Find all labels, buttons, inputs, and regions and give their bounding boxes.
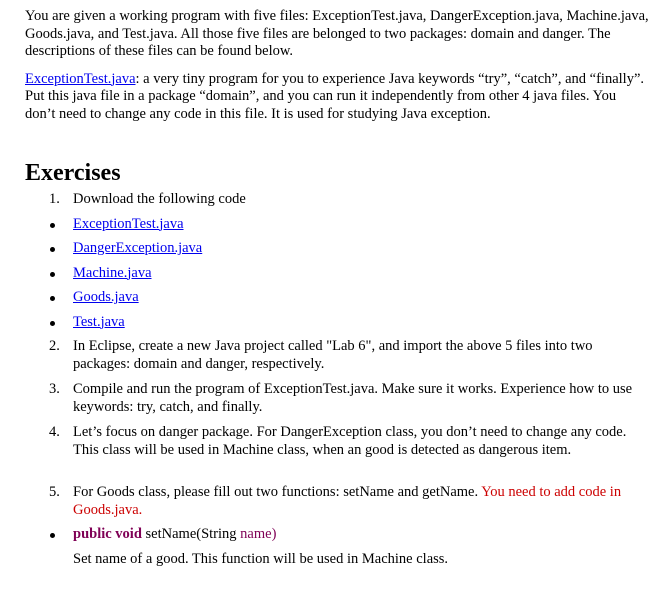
method-name: setName(String xyxy=(145,526,237,542)
step-2 xyxy=(25,338,649,373)
step-3-number: 3. xyxy=(49,381,60,397)
file-link-test[interactable]: Test.java xyxy=(73,313,125,330)
file-link-machine[interactable]: Machine.java xyxy=(73,264,152,281)
step-1 xyxy=(25,191,649,209)
bullet-icon xyxy=(50,272,55,277)
file-list-item xyxy=(25,314,649,332)
step-2-text: In Eclipse, create a new Java project called "Lab 6", and import the above 5 files into two packages: domain and danger, respectively. xyxy=(73,338,593,372)
method-description-text: Set name of a good. This function will be used in Machine class. xyxy=(73,550,449,567)
step-1-number: 1. xyxy=(49,191,60,207)
bullet-icon xyxy=(50,296,55,301)
bullet-icon xyxy=(50,247,55,252)
step-2-number: 2. xyxy=(49,338,60,354)
document-page xyxy=(25,8,649,568)
file-list-item xyxy=(25,289,649,307)
method-keywords: public void xyxy=(73,526,142,542)
file-link-goods[interactable]: Goods.java xyxy=(73,289,139,305)
method-signature xyxy=(25,526,649,544)
step-4-text: Let’s focus on danger package. For DangerException class, you don’t need to change any code. This class will be used in Machine class, when an good is detected as dangerous item. xyxy=(73,424,627,458)
bullet-icon xyxy=(50,533,55,538)
step-5 xyxy=(25,484,649,519)
exceptiontest-description xyxy=(25,71,649,124)
step-3-text: Compile and run the program of ExceptionTest.java. Make sure it works. Experience how to use keywords: try, catch, and finally. xyxy=(73,381,633,415)
step-5-number: 5. xyxy=(49,484,60,500)
file-list-item xyxy=(25,216,649,234)
step-4-number: 4. xyxy=(49,424,60,440)
step-3 xyxy=(25,381,649,416)
exceptiontest-description-text: : a very tiny program for you to experience Java keywords “try”, “catch”, and “finally”. Put this java file in a package “domain”, and you can run it independently from other 4 java files. You don’t need to change any code in this file. It is used for studying Java exception. xyxy=(25,70,645,122)
exercise-list xyxy=(25,191,649,568)
file-list-item xyxy=(25,240,649,258)
file-link-dangerexception[interactable]: DangerException.java xyxy=(73,240,203,256)
file-list-item xyxy=(25,265,649,283)
file-link-exceptiontest[interactable]: ExceptionTest.java xyxy=(73,215,184,232)
step-5-red-text: You need to add code in Goods.java. xyxy=(73,484,622,518)
step-4 xyxy=(25,424,649,459)
step-1-text: Download the following code xyxy=(73,191,246,207)
method-description xyxy=(25,551,649,569)
exceptiontest-link[interactable]: ExceptionTest.java xyxy=(25,70,136,87)
intro-paragraph: You are given a working program with five files: ExceptionTest.java, DangerException.java, Machine.java, Goods.java, and Test.java. All those five files are belonged to two packages: domain and danger. The descriptions of these files can be found below. xyxy=(25,8,649,59)
bullet-icon xyxy=(50,223,55,228)
method-param: name) xyxy=(240,526,277,542)
step-5-text: For Goods class, please fill out two functions: setName and getName. xyxy=(73,484,479,500)
bullet-icon xyxy=(50,321,55,326)
exercises-heading: Exercises xyxy=(25,160,121,186)
